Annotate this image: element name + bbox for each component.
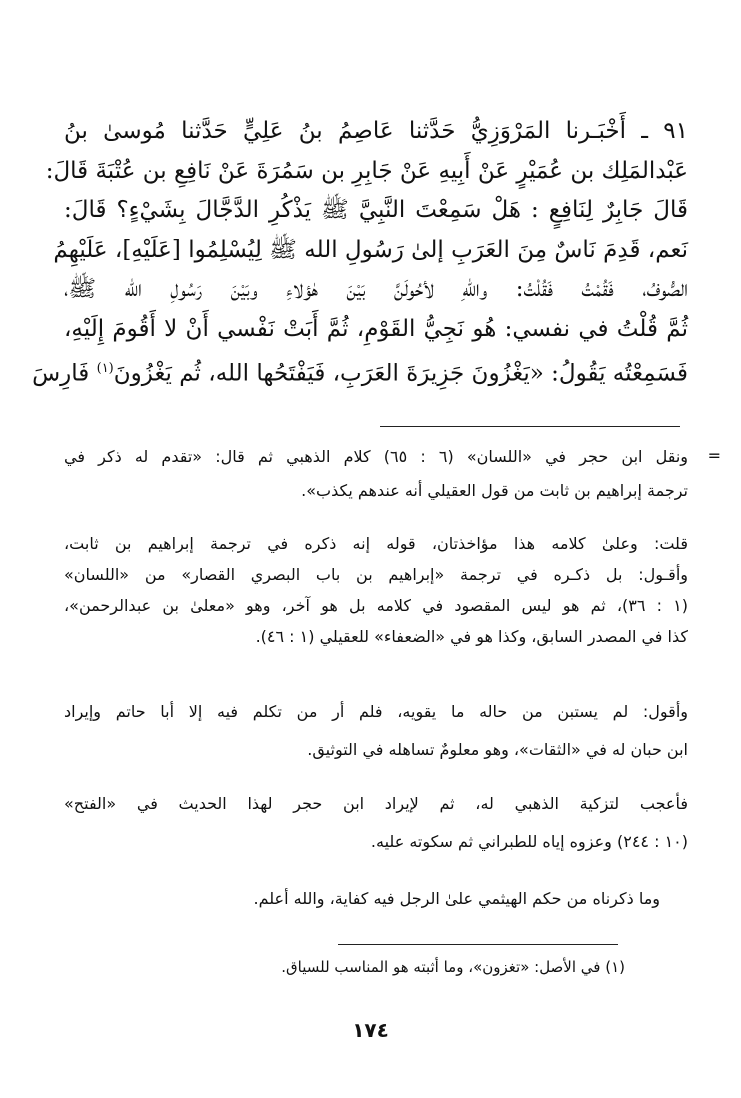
note-line: وأقول: لم يستبن من حاله ما يقويه، فلم أر من تكلم فيه إلا أبا حاتم وإيراد	[64, 702, 688, 721]
note-line: (١٠ : ٢٤٤) وعزوه إياه للطبراني ثم سكوته عليه.	[370, 832, 688, 851]
hadith-line: ثُمَّ قُلْتُ في نفسي: هُو نَجِيُّ القَوْمِ، ثُمَّ أَبَتْ نَفْسي أَنْ لا أَقُومَ إِلَيْهِ،	[64, 315, 688, 342]
note-line: ترجمة إبراهيم بن ثابت من قول العقيلي أنه عندهم يكذب».	[301, 481, 688, 500]
hadith-line-text: فَسَمِعْتُه يَقُولُ: «يَغْزُونَ جَزِيرَةَ العَرَبِ، فَيَفْتَحُها الله، ثُم يَغْزُونَ	[113, 360, 688, 387]
hadith-line	[32, 349, 688, 389]
note-line: وما ذكرناه من حكم الهيثمي علىٰ الرجل فيه كفاية، والله أعلم.	[253, 889, 660, 908]
note-line: فأعجب لتزكية الذهبي له، ثم لإيراد ابن حجر لهذا الحديث في «الفتح»	[64, 794, 688, 813]
continuation-mark: =	[707, 446, 721, 465]
note-paragraph	[64, 693, 688, 769]
footnote-reference: (١)	[96, 361, 114, 376]
note-line: ونقل ابن حجر في «اللسان» (٦ : ٦٥) كلام الذهبي ثم قال: «تقدم له ذكر في	[64, 447, 689, 466]
note-line: قلت: وعلىٰ كلامه هذا مؤاخذتان، قوله إنه ذكره في ترجمة إبراهيم بن ثابت،	[64, 534, 688, 553]
note-paragraph	[64, 785, 688, 861]
notes-separator-line	[380, 426, 680, 427]
hadith-line: نَعم، قَدِمَ نَاسٌ مِنَ العَرَبِ إلىٰ رَسُولِ الله ﷺ لِيُسْلِمُوا [عَلَيْهِ]، عَلَيْهِمُ	[53, 236, 688, 263]
footnote-separator-line	[338, 944, 618, 945]
note-paragraph	[64, 440, 688, 508]
hadith-line: قَالَ جَابِرٌ لِنَافِعٍ : هَلْ سَمِعْتَ النَّبِيَّ ﷺ يَذْكُرِ الدَّجَّالَ بِشَيْءٍ؟ قَالَ:	[64, 197, 688, 223]
note-line: ابن حبان له في «الثقات»، وهو معلومٌ تساهله في التوثيق.	[307, 740, 688, 759]
hadith-line: عَبْدالمَلِك بن عُمَيْرٍ عَنْ أَبِيهِ عَنْ جَابِرِ بن سَمُرَةَ عَنْ نَافِعِ بن عُتْبَةَ قَالَ:	[45, 157, 688, 184]
hadith-text	[32, 112, 688, 389]
hadith-line: ٩١ ـ أَخْبَـرنا المَرْوَزِيُّ حَدَّثنا عَاصِمُ بنُ عَلِيٍّ حَدَّثنا مُوسىٰ بنُ	[64, 118, 688, 144]
note-line: كذا في المصدر السابق، وكذا هو في «الضعفاء» للعقيلي (١ : ٤٦).	[255, 627, 688, 646]
note-paragraph	[64, 528, 688, 652]
footnote: (١) في الأصل: «تغزون»، وما أثبته هو المناسب للسياق.	[281, 958, 625, 976]
note-paragraph	[64, 880, 688, 918]
note-line: وأقـول: بل ذكـره في ترجمة «إبراهيم بن باب البصري القصار» من «اللسان»	[64, 565, 688, 584]
hadith-line: الصُّوفُ، فَقُمْتُ فَقُلْتُ: واللهِ لأحُولَنَّ بَيْنَ هٰؤلاءِ وبَيْنَ رَسُولِ الله ﷺ،	[64, 276, 688, 302]
hadith-line-text: فَارِسَ	[32, 360, 90, 387]
page-number: ١٧٤	[352, 1018, 389, 1042]
note-line: (١ : ٣٦)، ثم هو ليس المقصود في كلامه بل هو آخر، وهو «معلىٰ بن عبدالرحمن»،	[64, 596, 688, 615]
